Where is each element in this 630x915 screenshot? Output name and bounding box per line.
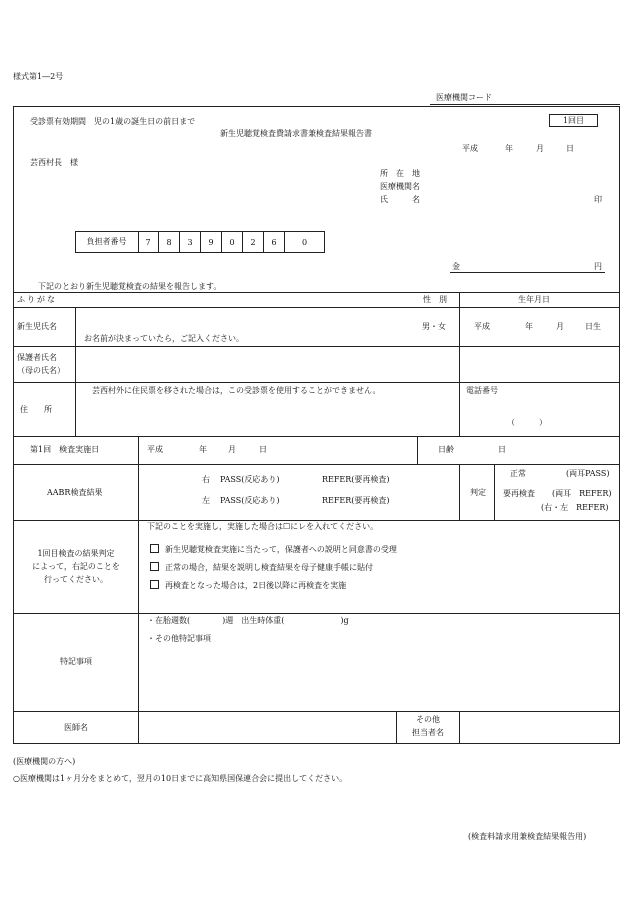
checklist-item-1-text: 新生児聴覚検査実施に当たって，保護者への説明と同意書の受理: [165, 545, 397, 554]
amount-suffix: 円: [594, 262, 602, 271]
row-line-8: [13, 613, 620, 614]
row-line-9: [13, 711, 620, 712]
row-line-1: [13, 292, 620, 293]
issuer-institution-label: 医療機関名: [380, 182, 420, 191]
judgment-normal-note: (両耳PASS): [566, 469, 610, 478]
sex-header: 性 別: [423, 295, 447, 304]
judgment-retest: 要再検査: [503, 489, 535, 498]
child-name-label: 新生児氏名: [17, 322, 57, 331]
judgment-retest-note-2: (右・左 REFER): [541, 503, 609, 512]
aabr-left-refer: REFER(要再検査): [322, 496, 390, 505]
issuer-address-label: 所 在 地: [380, 169, 420, 178]
col-line-phone: [459, 382, 460, 436]
checklist-item-2: [150, 562, 373, 572]
col-line-judgment: [459, 464, 460, 520]
judgment-retest-note: (両耳 REFER): [552, 489, 612, 498]
visit-badge: 1回目: [549, 114, 598, 127]
birth-year: 年: [525, 322, 533, 331]
first-exam-label-1: 1回目検査の結果判定: [37, 549, 115, 558]
validity-period: 受診票有効期間 児の1歳の誕生日の前日まで: [30, 117, 196, 126]
sex-options: 男・女: [422, 322, 446, 331]
address-note: 芸西村外に住民票を移された場合は，この受診票を使用することができません。: [92, 386, 381, 395]
exam-date-label: 第1回 検査実施日: [30, 445, 100, 454]
row-line-3: [13, 346, 620, 347]
payer-number-label: 負担者番号: [75, 232, 139, 252]
institution-code-underline: [430, 104, 620, 105]
row-line-4: [13, 382, 620, 383]
seal-mark: 印: [594, 195, 602, 204]
col-line-labels: [75, 307, 76, 436]
col-line-left: [138, 436, 139, 744]
address-label: 住 所: [20, 405, 52, 414]
aabr-right-pass: PASS(反応あり): [220, 475, 280, 484]
phone-area-code: （ ）: [507, 418, 547, 427]
form-title: 新生児聴覚検査費請求書兼検査結果報告書: [220, 129, 372, 138]
addressee: 芸西村長 様: [30, 158, 78, 167]
submission-note: ○医療機関は1ヶ月分をまとめて，翌月の10日までに高知県国保連合会に提出してください。: [13, 774, 348, 783]
instruction-text: 下記のことを実施し，実施した場合は☐にレを入れてください。: [147, 522, 379, 531]
exam-era: 平成: [147, 445, 163, 454]
doctor-label: 医師名: [64, 723, 88, 732]
first-exam-label-2: によって，右記のことを: [32, 562, 120, 571]
date-era: 平成: [462, 144, 478, 153]
payer-digit-1: 7: [138, 232, 159, 252]
payer-digit-5: 0: [222, 232, 243, 252]
aabr-label: AABR検査結果: [47, 488, 103, 497]
col-line-staff-2: [459, 711, 460, 744]
row-line-7: [13, 520, 620, 521]
birth-era: 平成: [474, 322, 490, 331]
birth-header: 生年月日: [518, 295, 550, 304]
guardian-sublabel: （母の氏名）: [17, 366, 65, 375]
date-month: 月: [536, 144, 544, 153]
age-label: 日齢: [438, 445, 454, 454]
row-line-6: [13, 464, 620, 465]
birth-day: 日生: [585, 322, 601, 331]
row-line-5: [13, 436, 620, 437]
checklist-item-3: [150, 580, 346, 590]
other-notes: ・その他特記事項: [147, 634, 211, 643]
exam-month: 月: [228, 445, 236, 454]
other-staff-label-1: その他: [416, 715, 440, 724]
judgment-normal: 正常: [510, 469, 526, 478]
form-number: 様式第1―2号: [13, 72, 64, 81]
amount-prefix: 金: [452, 262, 460, 271]
guardian-label: 保護者氏名: [17, 353, 57, 362]
date-day: 日: [566, 144, 574, 153]
report-statement: 下記のとおり新生児聴覚検査の結果を報告します。: [38, 282, 222, 291]
issuer-name-label: 氏 名: [380, 195, 420, 204]
to-institutions: (医療機関の方へ): [13, 757, 76, 766]
phone-label: 電話番号: [466, 386, 498, 395]
payer-digit-2: 8: [159, 232, 180, 252]
date-year: 年: [505, 144, 513, 153]
special-notes-label: 特記事項: [60, 657, 92, 666]
judgment-label: 判定: [470, 488, 486, 497]
exam-day: 日: [259, 445, 267, 454]
aabr-left-side: 左: [202, 496, 210, 505]
row-line-2: [13, 307, 620, 308]
other-staff-label-2: 担当者名: [412, 728, 444, 737]
payer-digit-4: 9: [201, 232, 222, 252]
payer-digit-3: 3: [180, 232, 201, 252]
aabr-right-side: 右: [202, 475, 210, 484]
furigana-label: ふりがな: [17, 295, 57, 304]
checkbox-1[interactable]: [150, 544, 159, 553]
checkbox-3[interactable]: [150, 580, 159, 589]
age-unit: 日: [498, 445, 506, 454]
col-line-age: [417, 436, 418, 464]
name-note: お名前が決まっていたら，ご記入ください。: [84, 334, 244, 343]
payer-digit-6: 2: [243, 232, 264, 252]
payer-digit-8: 0: [301, 237, 308, 247]
birth-month: 月: [556, 322, 564, 331]
col-line-judgment-2: [494, 464, 495, 520]
exam-year: 年: [199, 445, 207, 454]
checklist-item-3-text: 再検査となった場合は，2日後以降に再検査を実施: [165, 581, 347, 590]
aabr-right-refer: REFER(要再検査): [322, 475, 390, 484]
amount-underline: [450, 272, 605, 273]
usage-note: (検査料請求用兼検査結果報告用): [468, 832, 587, 841]
aabr-left-pass: PASS(反応あり): [220, 496, 280, 505]
checklist-item-2-text: 正常の場合，結果を説明し検査結果を母子健康手帳に貼付: [165, 563, 373, 572]
col-line-birth: [459, 292, 460, 382]
checklist-item-1: [150, 544, 397, 554]
gestation-weight: ・在胎週数( )週 出生時体重( )g: [147, 616, 349, 625]
first-exam-label-3: 行ってください。: [44, 575, 108, 584]
checkbox-2[interactable]: [150, 562, 159, 571]
institution-code-label: 医療機関コード: [436, 93, 492, 102]
payer-digit-7: 6: [264, 232, 285, 252]
